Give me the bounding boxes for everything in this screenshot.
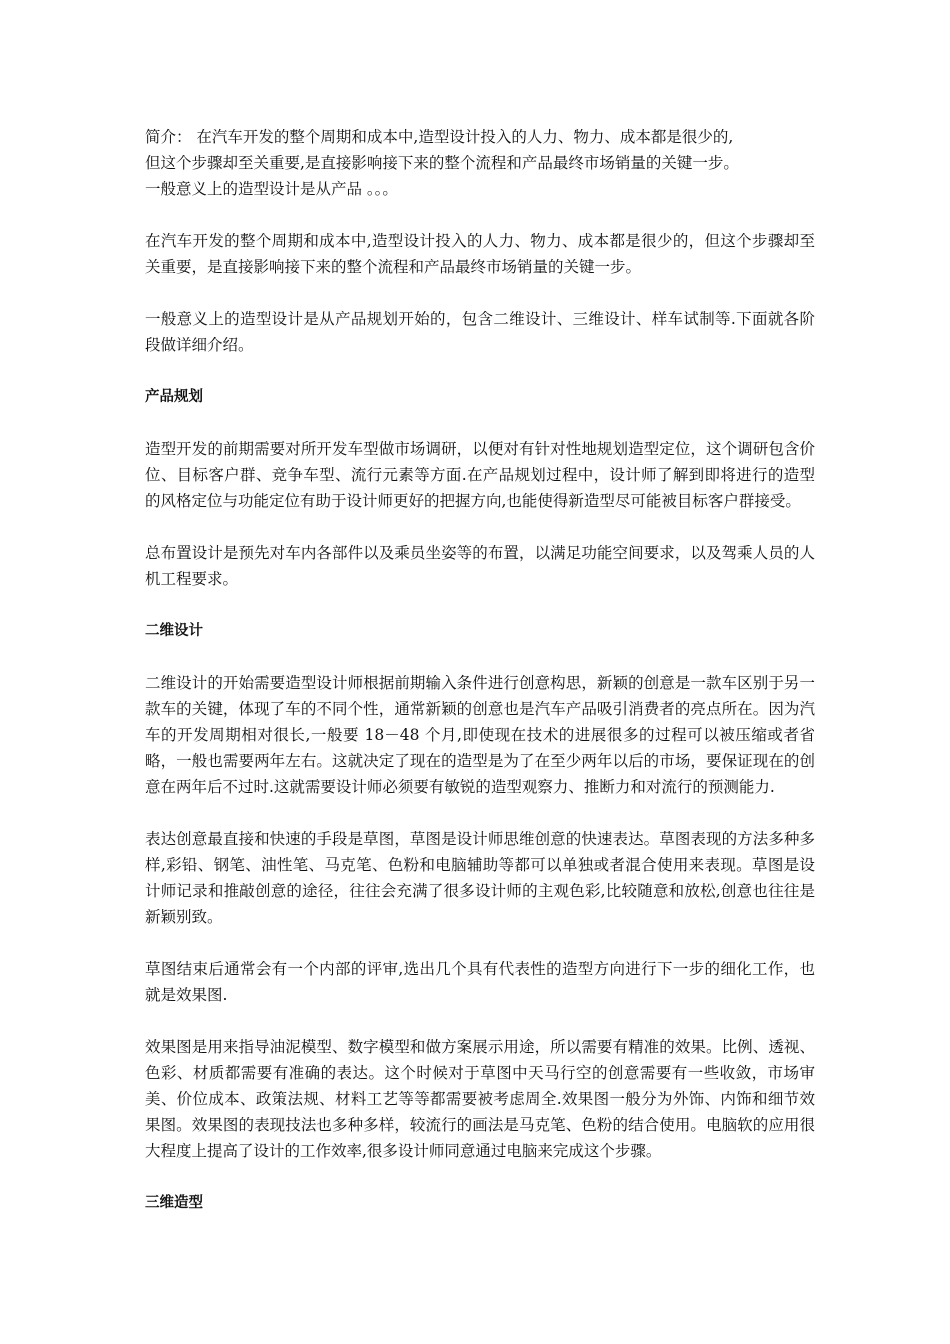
paragraph-renderings: 效果图是用来指导油泥模型、数字模型和做方案展示用途，所以需要有精准的效果。比例、透视、色彩、材质都需要有准确的表达。这个时候对于草图中天马行空的创意需要有一些收敛，市场审美、价位成本、政策法规、材料工艺等等都需要被考虑周全.效果图一般分为外饰、内饰和细节效果图。效果图的表现技法也多种多样，较流行的画法是马克笔、色粉的结合使用。电脑软的应用很大程度上提高了设计的工作效率,很多设计师同意通过电脑来完成这个步骤。 xyxy=(145,1038,815,1160)
paragraph-review: 草图结束后通常会有一个内部的评审,选出几个具有代表性的造型方向进行下一步的细化工作，也就是效果图. xyxy=(145,960,815,1004)
paragraph-market-research: 造型开发的前期需要对所开发车型做市场调研，以便对有针对性地规划造型定位，这个调研包含价位、目标客户群、竞争车型、流行元素等方面.在产品规划过程中，设计师了解到即将进行的造型的风格定位与功能定位有助于设计师更好的把握方向,也能使得新造型尽可能被目标客户群接受。 xyxy=(145,440,815,510)
intro-line-2: 但这个步骤却至关重要,是直接影响接下来的整个流程和产品最终市场销量的关键一步。 xyxy=(145,154,739,172)
section-heading-product-planning: 产品规划 xyxy=(145,389,203,405)
intro-line-1: 简介： 在汽车开发的整个周期和成本中,造型设计投入的人力、物力、成本都是很少的, xyxy=(145,128,734,146)
paragraph-general-layout: 总布置设计是预先对车内各部件以及乘员坐姿等的布置，以满足功能空间要求，以及驾乘人员的人机工程要求。 xyxy=(145,544,815,588)
section-heading-3d-modeling: 三维造型 xyxy=(145,1195,203,1211)
document-body xyxy=(145,124,815,1242)
paragraph-stages: 一般意义上的造型设计是从产品规划开始的，包含二维设计、三维设计、样车试制等.下面就各阶段做详细介绍。 xyxy=(145,310,815,354)
intro-line-3: 一般意义上的造型设计是从产品 。。。 xyxy=(145,180,398,198)
paragraph-sketches: 表达创意最直接和快速的手段是草图，草图是设计师思维创意的快速表达。草图表现的方法多种多样,彩铅、钢笔、油性笔、马克笔、色粉和电脑辅助等都可以单独或者混合使用来表现。草图是设计师记录和推敲创意的途径，往往会充满了很多设计师的主观色彩,比较随意和放松,创意也往往是新颖别致。 xyxy=(145,830,815,926)
paragraph-overview: 在汽车开发的整个周期和成本中,造型设计投入的人力、物力、成本都是很少的，但这个步骤却至关重要，是直接影响接下来的整个流程和产品最终市场销量的关键一步。 xyxy=(145,232,815,276)
intro-summary xyxy=(145,124,815,202)
section-heading-2d-design: 二维设计 xyxy=(145,623,203,639)
paragraph-creative-concept: 二维设计的开始需要造型设计师根据前期输入条件进行创意构思，新颖的创意是一款车区别于另一款车的关键，体现了车的不同个性，通常新颖的创意也是汽车产品吸引消费者的亮点所在。因为汽车的开发周期相对很长,一般要 18－48 个月,即使现在技术的进展很多的过程可以被压缩或者省略，一般也需要两年左右。这就决定了现在的造型是为了在至少两年以后的市场，要保证现在的创意在两年后不过时.这就需要设计师必须要有敏锐的造型观察力、推断力和对流行的预测能力. xyxy=(145,674,815,796)
